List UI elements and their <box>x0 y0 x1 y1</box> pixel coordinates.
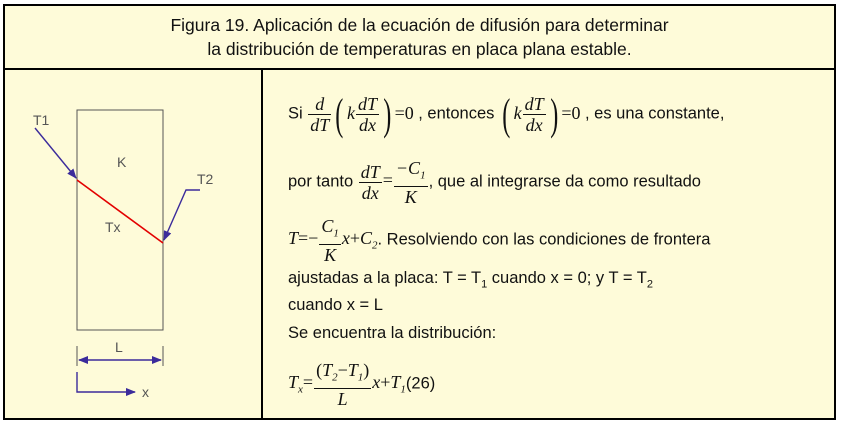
figure-frame <box>3 4 836 420</box>
equation-number: (26) <box>405 374 436 393</box>
line-si: Si $\frac{d}{dT}$ ( k $\frac{dT}{dx}$ ) =0 , entonces ( k $\frac{dT}{dx}$ ) =0 , es una constante, <box>288 89 725 139</box>
equation-diffusion: $\frac{d}{dT}$ ( k $\frac{dT}{dx}$ ) =0 <box>310 89 414 139</box>
equation-integrated: T=− $\frac{C_1}{K}$ $x+C_2$ <box>288 216 378 265</box>
plate-diagram <box>5 70 261 420</box>
equation-distribution: $T_x=$ $\frac{(T_2-T_1)}{L}$ $x+T_1$ <box>288 360 406 409</box>
t1-label: T1 <box>33 112 50 128</box>
x-label: x <box>142 384 149 400</box>
line-se-encuentra: Se encuentra la distribución: <box>288 324 497 342</box>
t1-arrow <box>35 128 76 178</box>
t2-label: T2 <box>197 171 214 187</box>
figure-caption <box>5 6 834 70</box>
caption-line-1: Figura 19. Aplicación de la ecuación de difusión para determinar <box>170 15 669 35</box>
line-por-tanto: por tanto $\frac{dT}{dx}$ = $\frac{-C_1}{K}$ , que al integrarse da como resultado <box>288 158 701 207</box>
equation-flux: ( k $\frac{dT}{dx}$ ) =0 <box>502 89 581 139</box>
t2-arrow <box>164 190 200 240</box>
k-label: K <box>117 154 127 170</box>
caption-line-2: la distribución de temperaturas en placa plana estable. <box>207 39 632 59</box>
line-distribution <box>288 360 435 409</box>
explanation-text <box>263 70 834 420</box>
tx-label: Tx <box>105 219 121 235</box>
line-boundary: ajustadas a la placa: $T = T_1$ cuando x = 0; y $T = T_2$ <box>288 269 653 291</box>
x-axis-arrow <box>77 372 135 392</box>
line-integrated: T=− $\frac{C_1}{K}$ $x+C_2$. Resolviendo con las condiciones de frontera <box>288 216 711 265</box>
equation-gradient: $\frac{dT}{dx}$ = $\frac{-C_1}{K}$ <box>360 158 426 207</box>
line-cuando-l: cuando x = L <box>288 296 383 314</box>
l-label: L <box>115 339 123 355</box>
